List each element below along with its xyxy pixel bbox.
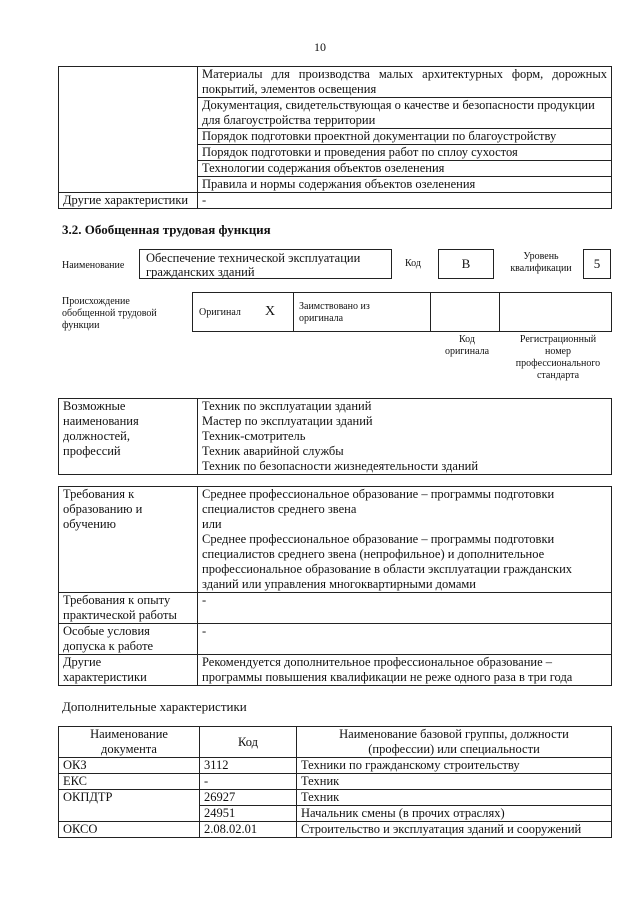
reg-line: номер [545,346,571,357]
naim-label: Наименование [62,260,125,271]
special-conditions-value: - [198,624,612,655]
head-name-line: Наименование базовой группы, должности [339,727,569,741]
naim-value-line: гражданских зданий [146,265,255,279]
special-label-line: Особые условия [63,624,150,638]
table-row-name: Техники по гражданскому строительству [297,758,612,774]
kod-label: Код [405,258,421,269]
kod-original-line: оригинала [444,346,490,357]
knowledge-row: Порядок подготовки проектной документации по благоустройству [198,129,612,145]
head-code: Код [200,727,297,758]
education-value [198,487,612,593]
naim-value [139,249,392,279]
kod-original-label [432,334,502,358]
original-label: Оригинал [199,307,241,318]
origin-label-line: Происхождение [62,296,130,307]
table-row-name: Техник [297,790,612,806]
other-characteristics-label: Другие характеристики [59,193,198,209]
head-doc-line: документа [101,742,157,756]
head-name-line: (профессии) или специальности [368,742,540,756]
education-line: зданий или управления многоквартирными домами [202,577,476,591]
education-line: или [202,517,222,531]
positions-list [198,399,612,475]
education-line: специалистов среднего звена (непрофильное) и дополнительное [202,547,545,561]
knowledge-row: Порядок подготовки и проведения работ по сплоу сухостоя [198,145,612,161]
level-value: 5 [583,249,611,279]
experience-label [59,593,198,624]
borrowed-line: оригинала [299,313,344,324]
head-doc-line: Наименование [90,727,168,741]
borrowed-line: Заимствовано из [299,301,370,312]
positions-label-line: профессий [63,444,121,458]
positions-label-line: должностей, [63,429,130,443]
table-row-code: 2.08.02.01 [200,822,297,838]
education-line: Среднее профессиональное образование – программы подготовки [202,487,555,501]
special-label-line: допуска к работе [63,639,154,653]
education-label [59,487,198,593]
origin-label [62,296,157,332]
original-mark: X [265,304,276,319]
position-item: Техник по безопасности жизнедеятельности зданий [202,459,479,473]
level-label-line: Уровень [523,251,559,262]
extra-table [58,726,612,838]
head-doc [59,727,200,758]
table-row-code: 26927 [200,790,297,806]
knowledge-row: Правила и нормы содержания объектов озеленения [198,177,612,193]
experience-value: - [198,593,612,624]
position-item: Техник по эксплуатации зданий [202,399,372,413]
extra-title: Дополнительные характеристики [62,699,247,714]
education-line: Среднее профессиональное образование – программы подготовки [202,532,555,546]
positions-label [59,399,198,475]
requirements-table [58,486,612,686]
position-item: Техник аварийной службы [202,444,344,458]
education-line: специалистов среднего звена [202,502,357,516]
section-title: 3.2. Обобщенная трудовая функция [62,222,271,237]
table-row-doc: ОКЗ [59,758,200,774]
origin-label-line: функции [62,320,100,331]
other-label-line: характеристики [63,670,147,684]
head-name [297,727,612,758]
level-label-line: квалификации [510,263,572,274]
other-line: Рекомендуется дополнительное профессиональное образование – [202,655,553,669]
positions-label-line: наименования [63,414,139,428]
table-row-code: 24951 [200,806,297,822]
table-row-name: Техник [297,774,612,790]
education-label-line: Требования к [63,487,135,501]
education-label-line: образованию и [63,502,143,516]
knowledge-row: Материалы для производства малых архитектурных форм, дорожных покрытий, элементов освещения [198,67,612,98]
special-conditions-label [59,624,198,655]
experience-label-line: практической работы [63,608,177,622]
table-row-name: Строительство и эксплуатация зданий и сооружений [297,822,612,838]
position-item: Техник-смотритель [202,429,306,443]
other-label-line: Другие [63,655,102,669]
knowledge-table [58,66,612,209]
table-row-code: - [200,774,297,790]
kod-original-line: Код [459,334,475,345]
table-row-doc: ОКСО [59,822,200,838]
education-label-line: обучению [63,517,116,531]
level-label [505,251,577,275]
positions-label-line: Возможные [63,399,126,413]
page-number: 10 [314,40,326,54]
empty-cell [59,67,198,193]
education-line: профессиональное образование в области эксплуатации гражданских [202,562,573,576]
reg-number-label [503,334,613,382]
other-line: программы повышения квалификации не реже одного раза в три года [202,670,573,684]
table-row-doc: ЕКС [59,774,200,790]
other-characteristics-value: - [198,193,612,209]
experience-label-line: Требования к опыту [63,593,171,607]
reg-line: стандарта [536,370,580,381]
table-row-doc: ОКПДТР [59,790,200,822]
kod-value: B [438,249,494,279]
origin-label-line: обобщенной трудовой [62,308,157,319]
reg-line: Регистрационный [519,334,597,345]
other-value [198,655,612,686]
table-row-code: 3112 [200,758,297,774]
position-item: Мастер по эксплуатации зданий [202,414,373,428]
knowledge-row: Технологии содержания объектов озеленения [198,161,612,177]
reg-line: профессионального [515,358,601,369]
knowledge-row: Документация, свидетельствующая о качестве и безопасности продукции для благоустройства территории [198,98,612,129]
borrowed-label [299,301,370,325]
naim-value-line: Обеспечение технической эксплуатации [146,251,361,265]
positions-table [58,398,612,475]
table-row-name: Начальник смены (в прочих отраслях) [297,806,612,822]
origin-box [192,292,612,332]
other-label [59,655,198,686]
